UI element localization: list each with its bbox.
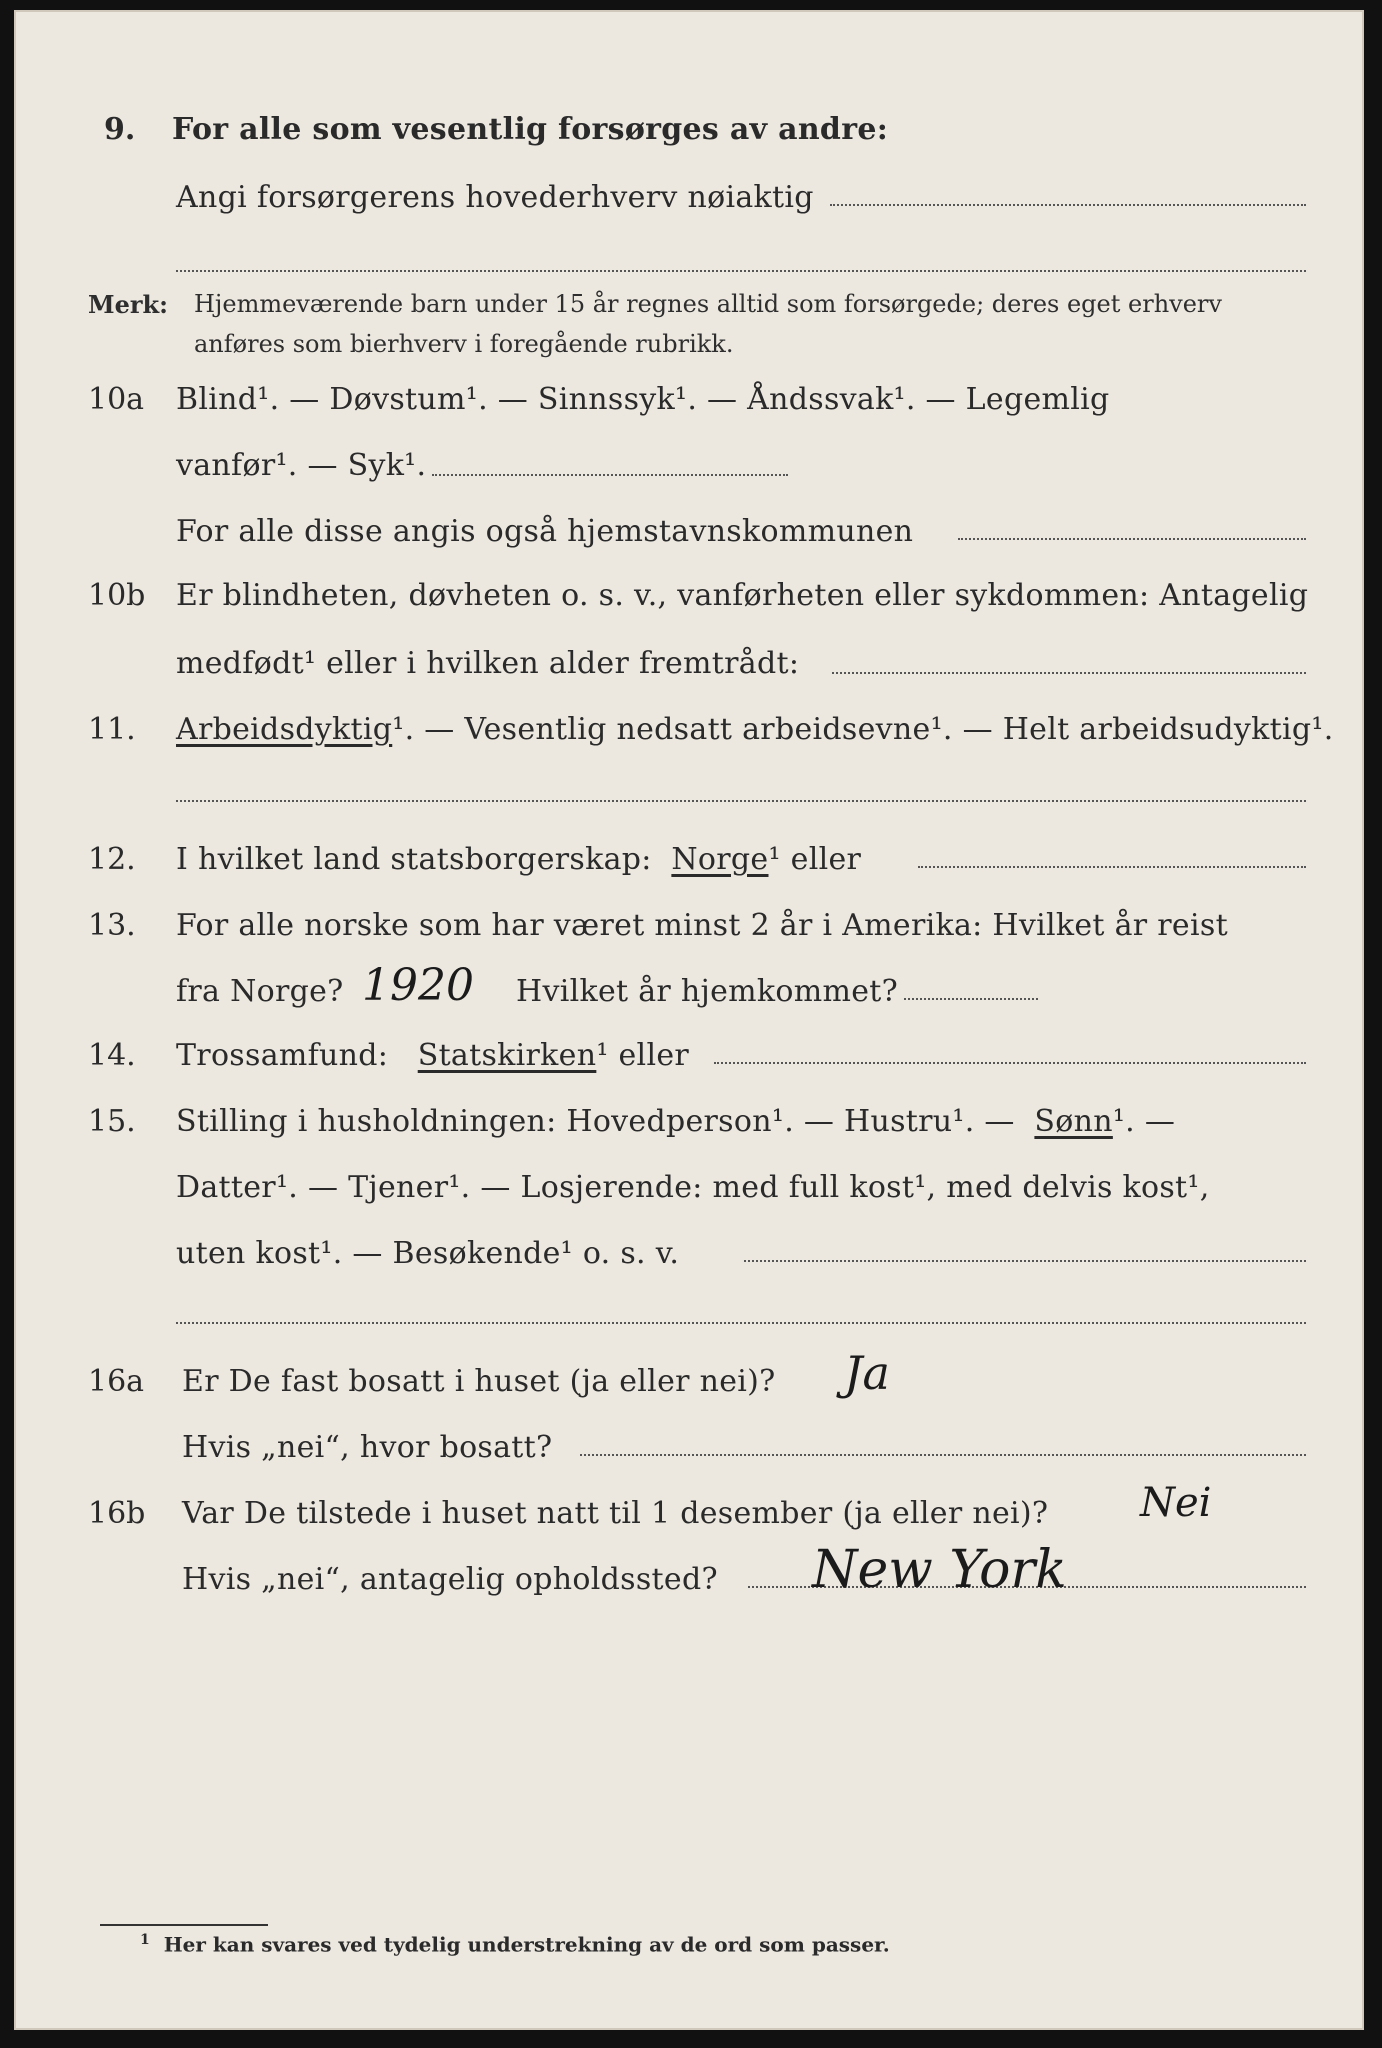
- q10a-line-3: For alle disse angis også hjemstavnskommunen: [176, 514, 914, 549]
- q14-text: [176, 1038, 689, 1073]
- q14-answer-line: [714, 1062, 1306, 1064]
- q15-number: 15.: [88, 1104, 136, 1139]
- q10a-line-2: vanfør¹. — Syk¹.: [176, 448, 427, 483]
- q9-answer-line-2: [176, 270, 1306, 272]
- q15-answer-line-2: [176, 1322, 1306, 1324]
- q12-option-norge: Norge: [671, 842, 769, 877]
- q10a-answer-line: [432, 474, 788, 476]
- footnote-marker: 1: [140, 1932, 150, 1948]
- footnote-text: Her kan svares ved tydelig understrekning av de ord som passer.: [163, 1932, 890, 1957]
- merk-line-1: Hjemmeværende barn under 15 år regnes alltid som forsørgede; deres eget erhverv: [194, 290, 1222, 318]
- q16b-answer: Nei: [1140, 1480, 1212, 1526]
- q16b-number: 16b: [88, 1496, 146, 1531]
- q10a-line-1: Blind¹. — Døvstum¹. — Sinnssyk¹. — Åndssvak¹. — Legemlig: [176, 382, 1110, 417]
- q11-option-arbeidsdyktig: Arbeidsdyktig: [176, 712, 393, 747]
- q13-line-2b: Hvilket år hjemkommet?: [516, 974, 899, 1009]
- q10b-answer-line: [832, 672, 1306, 674]
- q11-rest: ¹. — Vesentlig nedsatt arbeidsevne¹. — Helt arbeidsudyktig¹.: [392, 712, 1334, 747]
- q10b-line-1: Er blindheten, døvheten o. s. v., vanførheten eller sykdommen: Antagelig: [176, 578, 1309, 613]
- q13-line-2a: fra Norge?: [176, 974, 344, 1009]
- q13-answer-year: 1920: [362, 960, 474, 1011]
- q12-answer-line: [918, 866, 1306, 868]
- q9-number: 9.: [104, 112, 136, 147]
- q15-line-1: [176, 1104, 1175, 1139]
- q16a-answer-line: [580, 1454, 1306, 1456]
- q16a-line-1: Er De fast bosatt i huset (ja eller nei)?: [182, 1364, 776, 1399]
- q12-number: 12.: [88, 842, 136, 877]
- q10b-line-2: medfødt¹ eller i hvilken alder fremtrådt:: [176, 646, 800, 681]
- q15-line-2: Datter¹. — Tjener¹. — Losjerende: med full kost¹, med delvis kost¹,: [176, 1170, 1210, 1205]
- q14-pre: Trossamfund:: [176, 1038, 389, 1073]
- footnote-rule: [100, 1924, 268, 1926]
- q10a-hjemstavn-line: [958, 538, 1306, 540]
- q11-text: [176, 712, 1334, 747]
- q16b-answer-place: New York: [812, 1540, 1067, 1600]
- q16b-line-1: Var De tilstede i huset natt til 1 desember (ja eller nei)?: [182, 1496, 1049, 1531]
- q14-number: 14.: [88, 1038, 136, 1073]
- q15-line-3: uten kost¹. — Besøkende¹ o. s. v.: [176, 1236, 680, 1271]
- q9-answer-line: [830, 204, 1306, 206]
- q9-heading: For alle som vesentlig forsørges av andre:: [172, 112, 889, 147]
- q14-post: ¹ eller: [596, 1038, 690, 1073]
- merk-line-2: anføres som bierhverv i foregående rubrikk.: [194, 330, 734, 358]
- q11-number: 11.: [88, 712, 136, 747]
- merk-label: Merk:: [88, 290, 168, 319]
- q16a-number: 16a: [88, 1364, 145, 1399]
- q12-post: ¹ eller: [768, 842, 862, 877]
- footnote: [140, 1932, 890, 1957]
- q16a-line-2: Hvis „nei“, hvor bosatt?: [182, 1430, 553, 1465]
- q11-answer-line: [176, 800, 1306, 802]
- q14-option-statskirken: Statskirken: [417, 1038, 597, 1073]
- q16b-line-2: Hvis „nei“, antagelig opholdssted?: [182, 1562, 718, 1597]
- q13-number: 13.: [88, 908, 136, 943]
- q15-option-sonn: Sønn: [1034, 1104, 1113, 1139]
- q10b-number: 10b: [88, 578, 146, 613]
- q15-line-1b: ¹. —: [1112, 1104, 1176, 1139]
- q15-line-1a: Stilling i husholdningen: Hovedperson¹. — Hustru¹. —: [176, 1104, 1015, 1139]
- q10a-number: 10a: [88, 382, 145, 417]
- q15-answer-line: [744, 1260, 1306, 1262]
- q16a-answer: Ja: [844, 1346, 890, 1400]
- q13-answer-line: [904, 998, 1038, 1000]
- q12-text: [176, 842, 861, 877]
- q13-line-1: For alle norske som har været minst 2 år i Amerika: Hvilket år reist: [176, 908, 1228, 943]
- q12-pre: I hvilket land statsborgerskap:: [176, 842, 652, 877]
- q9-text: Angi forsørgerens hovederhverv nøiaktig: [176, 180, 814, 215]
